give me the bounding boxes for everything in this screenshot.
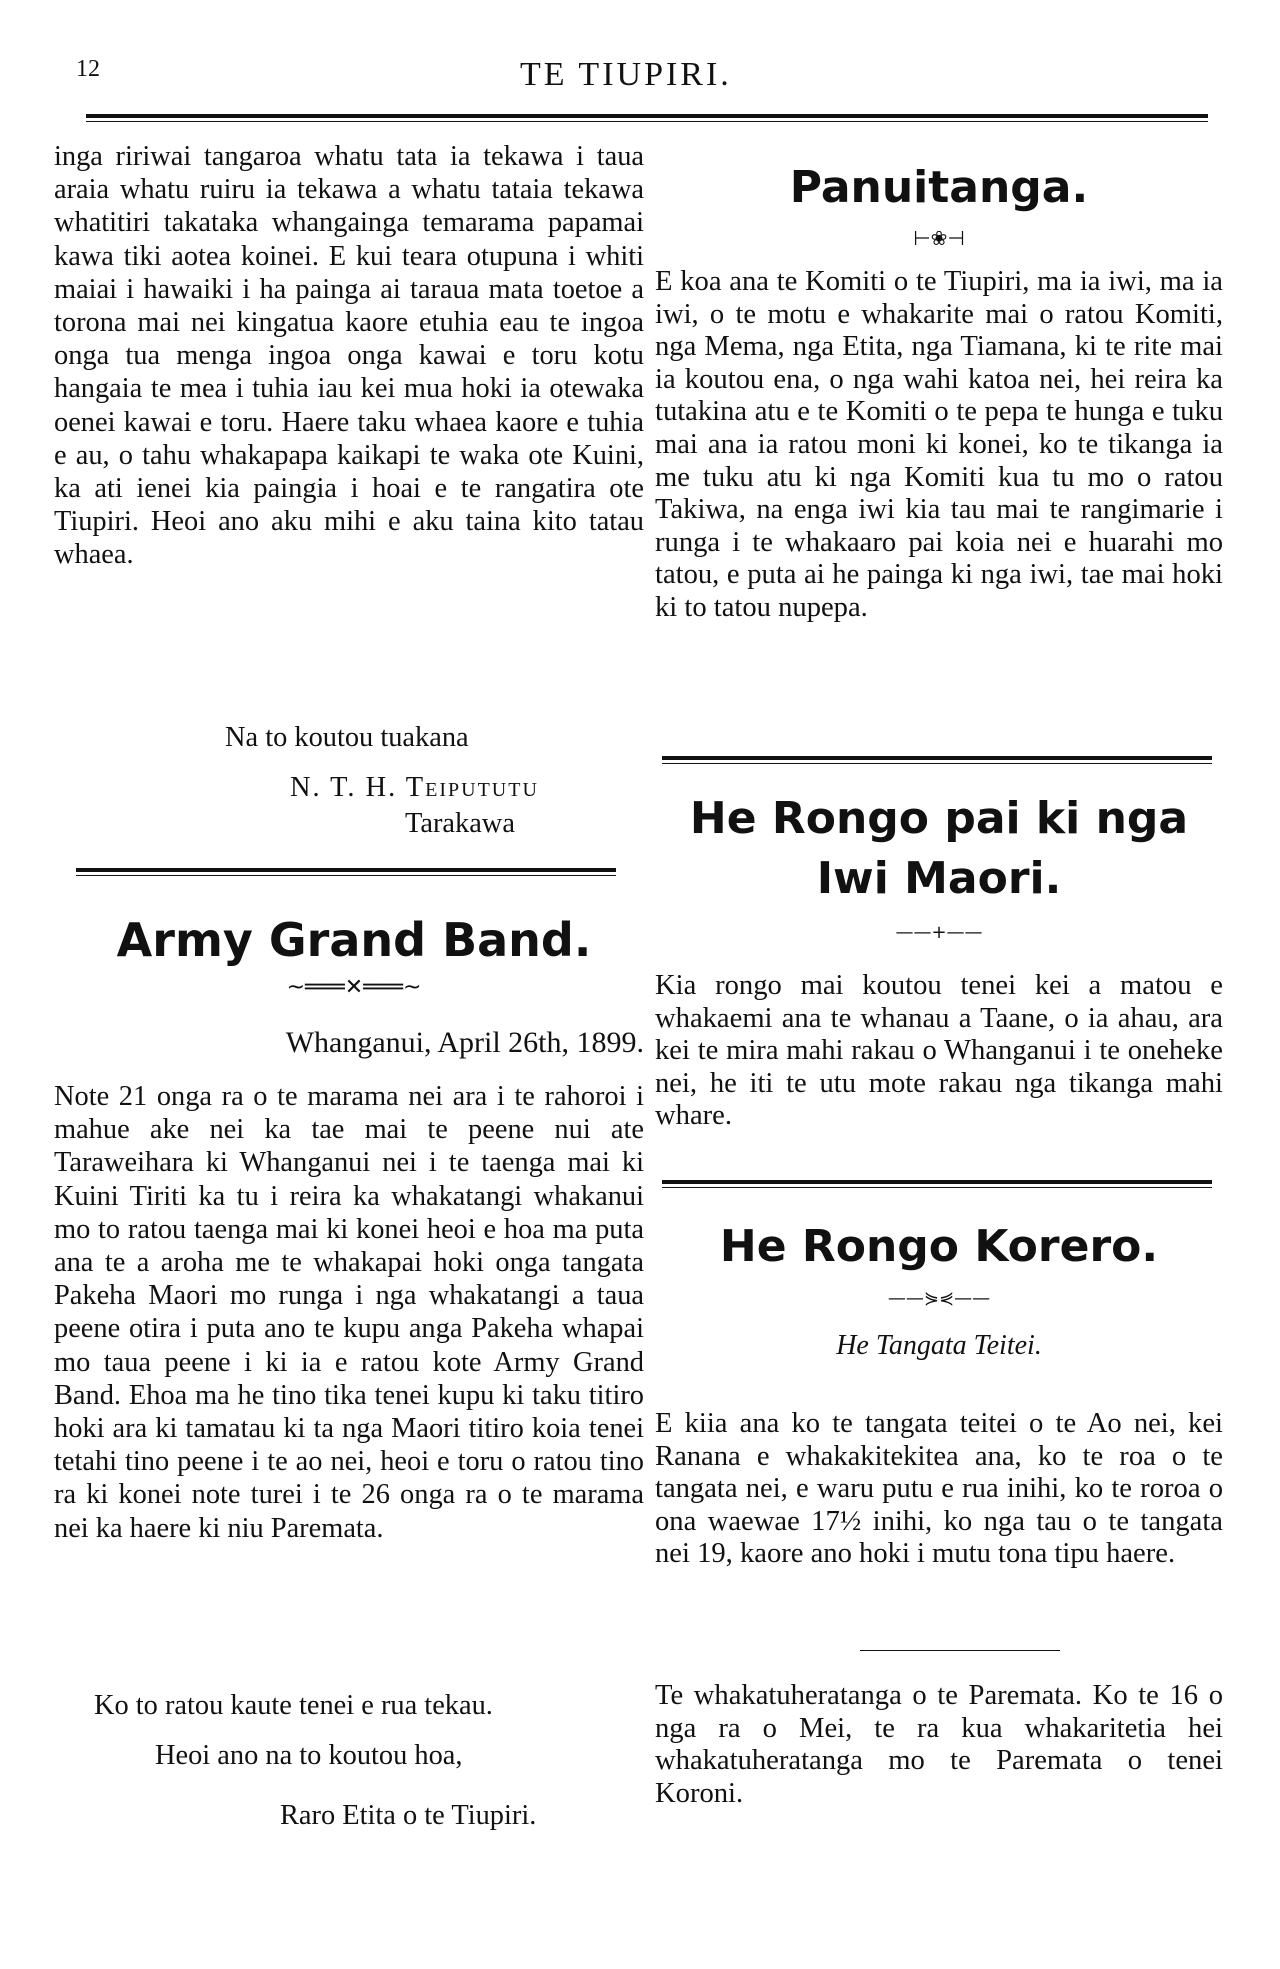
ornament-divider: ~═══✕═══~	[286, 975, 422, 1000]
letter-signature: N. T. H. Teipututu	[290, 772, 539, 803]
band-body-2: Ko to ratou kaute tenei e rua tekau.	[94, 1690, 493, 1721]
paremata-body: Te whakatuheratanga o te Paremata. Ko te 16 o nga ra o Mei, te ra kua whakaritetia hei whakatuheratanga mo te Paremata o tenei Koroni.	[655, 1680, 1223, 1809]
short-rule	[860, 1650, 1060, 1651]
rongo-korero-subheading: He Tangata Teitei.	[836, 1330, 1042, 1361]
section-rule-thin	[76, 875, 616, 876]
section-rule	[662, 1180, 1212, 1184]
running-title: TE TIUPIRI.	[520, 56, 732, 93]
header-rule	[86, 114, 1208, 118]
band-closing: Heoi ano na to koutou hoa,	[155, 1740, 463, 1771]
page-number: 12	[76, 56, 100, 82]
ornament-divider: ——+——	[895, 922, 983, 943]
section-rule	[662, 756, 1212, 760]
rongo-korero-heading: He Rongo Korero.	[719, 1221, 1159, 1272]
band-dateline: Whanganui, April 26th, 1899.	[285, 1026, 644, 1059]
letter-closing: Na to koutou tuakana	[225, 722, 469, 753]
panuitanga-body: E koa ana te Komiti o te Tiupiri, ma ia iwi, ma ia iwi, o te motu e whakarite mai o ratou Komiti, nga Mema, nga Etita, nga Tiamana, ki te rite mai ia koutou ena, o nga wahi katoa nei, hei reira ka tutakina atu e te Komiti o te pepa te hunga e tuku mai ana ia ratou moni ki konei, ko te tikanga ia me tuku atu ki nga Komiti kua tu mo o ratou Takiwa, na enga iwi kia tau mai te rangimarie i runga i te whakaaro pai koia nei e huarahi mo tatou, e puta ai he painga ki nga iwi, tae mai hoki ki to tatou nupepa.	[655, 266, 1223, 623]
ornament-divider: ——⋟⋞——	[887, 1288, 991, 1309]
band-heading: Army Grand Band.	[116, 913, 592, 967]
header-rule-thin	[86, 121, 1208, 122]
section-rule-thin	[662, 763, 1212, 764]
letter-body: inga ririwai tangaroa whatu tata ia tekawa i taua araia whatu ruiru ia tekawa a whatu tataia tekawa whatitiri takataka whangainga temarama papamai kawa tiki aotea koinei. E kui teara otupuna i whiti maiai i hawaiki i ha painga ai taraua mata toetoe a torona mai nei kingatua kaore etuhia eau te ingoa onga tua menga ingoa onga kawai e toru kotu hangaia te mea i tuhia iau kei mua hoki ia otewaka oenei kawai e toru. Haere taku whaea kaore e tuhia e au, o tahu whakapapa kaikapi te waka ote Kuini, ka ati ienei kia paingia i hoai e te rangatira ote Tiupiri. Heoi ano aku mihi e aku taina kito tatau whaea.	[54, 141, 644, 571]
band-signature: Raro Etita o te Tiupiri.	[280, 1800, 537, 1831]
rongo-korero-body: E kiia ana ko te tangata teitei o te Ao nei, kei Ranana e whakakitekitea ana, ko te roa o te tangata nei, e waru putu e rua inihi, ko te roroa o ona waewae 17½ inihi, ko nga tau o te tangata nei 19, kaore ano hoki i mutu tona tipu haere.	[655, 1408, 1223, 1570]
rongo-maori-heading-line2: Iwi Maori.	[816, 853, 1062, 904]
panuitanga-heading: Panuitanga.	[789, 162, 1089, 213]
rongo-maori-body: Kia rongo mai koutou tenei kei a matou e whakaemi ana te whanau a Taane, o ia ahau, ara kei te mira mahi rakau o Whanganui i te oneheke nei, he iti te utu mote rakau nga tikanga mahi whare.	[655, 970, 1223, 1132]
ornament-divider: ⊢❀⊣	[913, 226, 965, 250]
section-rule-thin	[662, 1187, 1212, 1188]
band-body: Note 21 onga ra o te marama nei ara i te rahoroi i mahue ake nei ka tae mai te peene nui ate Taraweihara ki Whanganui nei i te taenga mai ki Kuini Tiriti ka tu i reira ka whakatangi whakanui mo to ratou taenga mai ki konei heoi e hoa ma puta ana te a aroha me te whakapai hoki onga tangata Pakeha Maori mo runga i nga whakatangi a taua peene otira i puta ano te kupu anga Pakeha whapai mo taua peene i ki ia e ratou kote Army Grand Band. Ehoa ma he tino tika tenei kupu ki taku titiro hoki ara ki tamatau ki ta nga Maori titiro koia tenei tetahi tino peene i te ao nei, heoi e toru o ratou tino ra ki konei note turei i te 26 onga ra o te marama nei ka haere ki niu Paremata.	[54, 1081, 644, 1544]
section-rule	[76, 868, 616, 872]
rongo-maori-heading-line1: He Rongo pai ki nga	[689, 793, 1189, 844]
letter-place: Tarakawa	[405, 808, 515, 839]
